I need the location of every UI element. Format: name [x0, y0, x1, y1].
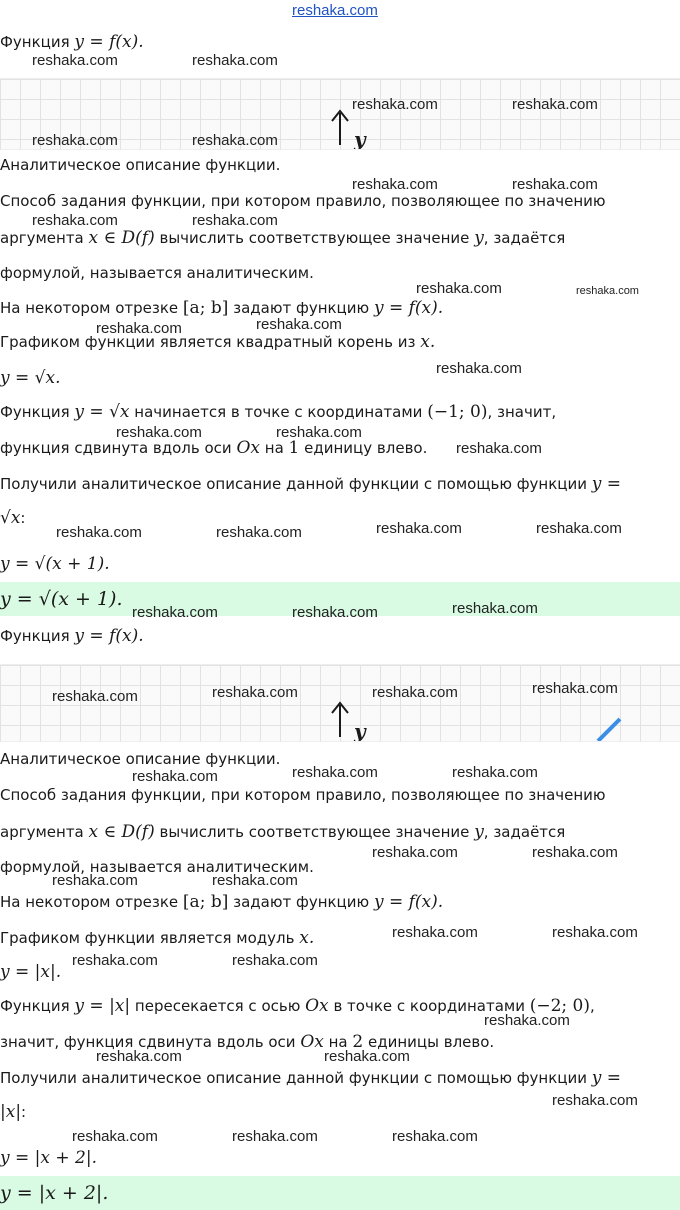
watermark: reshaka.com	[52, 688, 138, 705]
watermark-top[interactable]: reshaka.com	[292, 2, 378, 19]
watermark: reshaka.com	[132, 768, 218, 785]
watermark: reshaka.com	[512, 96, 598, 113]
watermark: reshaka.com	[532, 680, 618, 697]
s2-intro-line	[0, 626, 144, 646]
watermark: reshaka.com	[256, 316, 342, 333]
watermark: reshaka.com	[192, 212, 278, 229]
s1-graph-desc: Графиком функции является квадратный корень из x.	[0, 332, 436, 352]
watermark: reshaka.com	[324, 1048, 410, 1065]
s2-shift-line1: Функция y = |x| пересекается с осью Ox в точке с координатами (−2; 0),	[0, 996, 595, 1016]
watermark: reshaka.com	[72, 952, 158, 969]
watermark: reshaka.com	[52, 872, 138, 889]
s1-def-line3: формулой, называется аналитическим.	[0, 264, 314, 282]
watermark: reshaka.com	[436, 360, 522, 377]
s1-def-line2: аргумента x ∈ D(f) вычислить соответствующее значение y, задаётся	[0, 228, 566, 248]
s1-shift-line2: функция сдвинута вдоль оси Ox на 1 единицу влево.	[0, 438, 428, 458]
s1-segment-line: На некотором отрезке [a; b] задают функцию y = f(x).	[0, 298, 444, 318]
watermark: reshaka.com	[352, 96, 438, 113]
watermark: reshaka.com	[452, 600, 538, 617]
s2-intro: Функция	[0, 627, 70, 645]
s1-result-line1: Получили аналитическое описание данной функции с помощью функции y =	[0, 474, 622, 494]
watermark: reshaka.com	[216, 524, 302, 541]
s2-final-formula: y = |x + 2|.	[0, 1148, 97, 1168]
s1-func: y = f(x).	[74, 32, 144, 52]
watermark: reshaka.com	[552, 924, 638, 941]
watermark: reshaka.com	[56, 524, 142, 541]
watermark: reshaka.com	[352, 176, 438, 193]
s2-base-func: y = |x|.	[0, 962, 62, 982]
s2-graph-line	[598, 719, 620, 741]
watermark: reshaka.com	[132, 604, 218, 621]
watermark: reshaka.com	[116, 424, 202, 441]
watermark: reshaka.com	[376, 520, 462, 537]
watermark: reshaka.com	[232, 952, 318, 969]
watermark: reshaka.com	[212, 872, 298, 889]
s1-intro: Функция	[0, 33, 70, 51]
watermark: reshaka.com	[536, 520, 622, 537]
watermark: reshaka.com	[392, 924, 478, 941]
s2-segment-line: На некотором отрезке [a; b] задают функцию y = f(x).	[0, 892, 444, 912]
watermark: reshaka.com	[32, 132, 118, 149]
s2-result-line1: Получили аналитическое описание данной функции с помощью функции y =	[0, 1068, 622, 1088]
watermark: reshaka.com	[416, 280, 502, 297]
s1-base-func: y = √x.	[0, 368, 61, 388]
watermark: reshaka.com	[232, 1128, 318, 1145]
watermark: reshaka.com	[452, 764, 538, 781]
watermark: reshaka.com	[96, 320, 182, 337]
s2-shift-line2: значит, функция сдвинута вдоль оси Ox на 2 единицы влево.	[0, 1032, 495, 1052]
watermark: reshaka.com	[392, 1128, 478, 1145]
watermark: reshaka.com	[372, 684, 458, 701]
watermark: reshaka.com	[192, 52, 278, 69]
s2-heading: Аналитическое описание функции.	[0, 750, 281, 768]
watermark: reshaka.com	[512, 176, 598, 193]
s2-def-line1: Способ задания функции, при котором правило, позволяющее по значению	[0, 786, 606, 804]
s2-def-line2: аргумента x ∈ D(f) вычислить соответствующее значение y, задаётся	[0, 822, 566, 842]
s1-intro-line	[0, 32, 144, 52]
s2-axis-label: y	[354, 719, 366, 742]
s2-answer-box	[0, 1176, 680, 1210]
s1-shift-line1: Функция y = √x начинается в точке с координатами (−1; 0), значит,	[0, 402, 557, 422]
watermark: reshaka.com	[212, 684, 298, 701]
watermark: reshaka.com	[456, 440, 542, 457]
s2-graph-desc: Графиком функции является модуль x.	[0, 928, 315, 948]
s1-answer: y = √(x + 1).	[0, 588, 123, 610]
watermark: reshaka.com	[292, 604, 378, 621]
watermark: reshaka.com	[372, 844, 458, 861]
watermark: reshaka.com	[72, 1128, 158, 1145]
watermark: reshaka.com	[276, 424, 362, 441]
watermark: reshaka.com	[292, 764, 378, 781]
s1-def-line1: Способ задания функции, при котором правило, позволяющее по значению	[0, 192, 606, 210]
watermark: reshaka.com	[532, 844, 618, 861]
s1-final-formula: y = √(x + 1).	[0, 554, 110, 574]
watermark: reshaka.com	[192, 132, 278, 149]
s1-axis-label: y	[354, 127, 366, 150]
watermark: reshaka.com	[576, 285, 639, 297]
s2-answer: y = |x + 2|.	[0, 1182, 109, 1204]
watermark: reshaka.com	[32, 52, 118, 69]
s1-result-line2: √x:	[0, 508, 26, 528]
s2-result-line2: |x|:	[0, 1102, 27, 1122]
watermark: reshaka.com	[552, 1092, 638, 1109]
watermark: reshaka.com	[96, 1048, 182, 1065]
s2-def-line3: формулой, называется аналитическим.	[0, 858, 314, 876]
s1-heading: Аналитическое описание функции.	[0, 156, 281, 174]
watermark: reshaka.com	[32, 212, 118, 229]
s2-func: y = f(x).	[74, 626, 144, 646]
watermark: reshaka.com	[484, 1012, 570, 1029]
